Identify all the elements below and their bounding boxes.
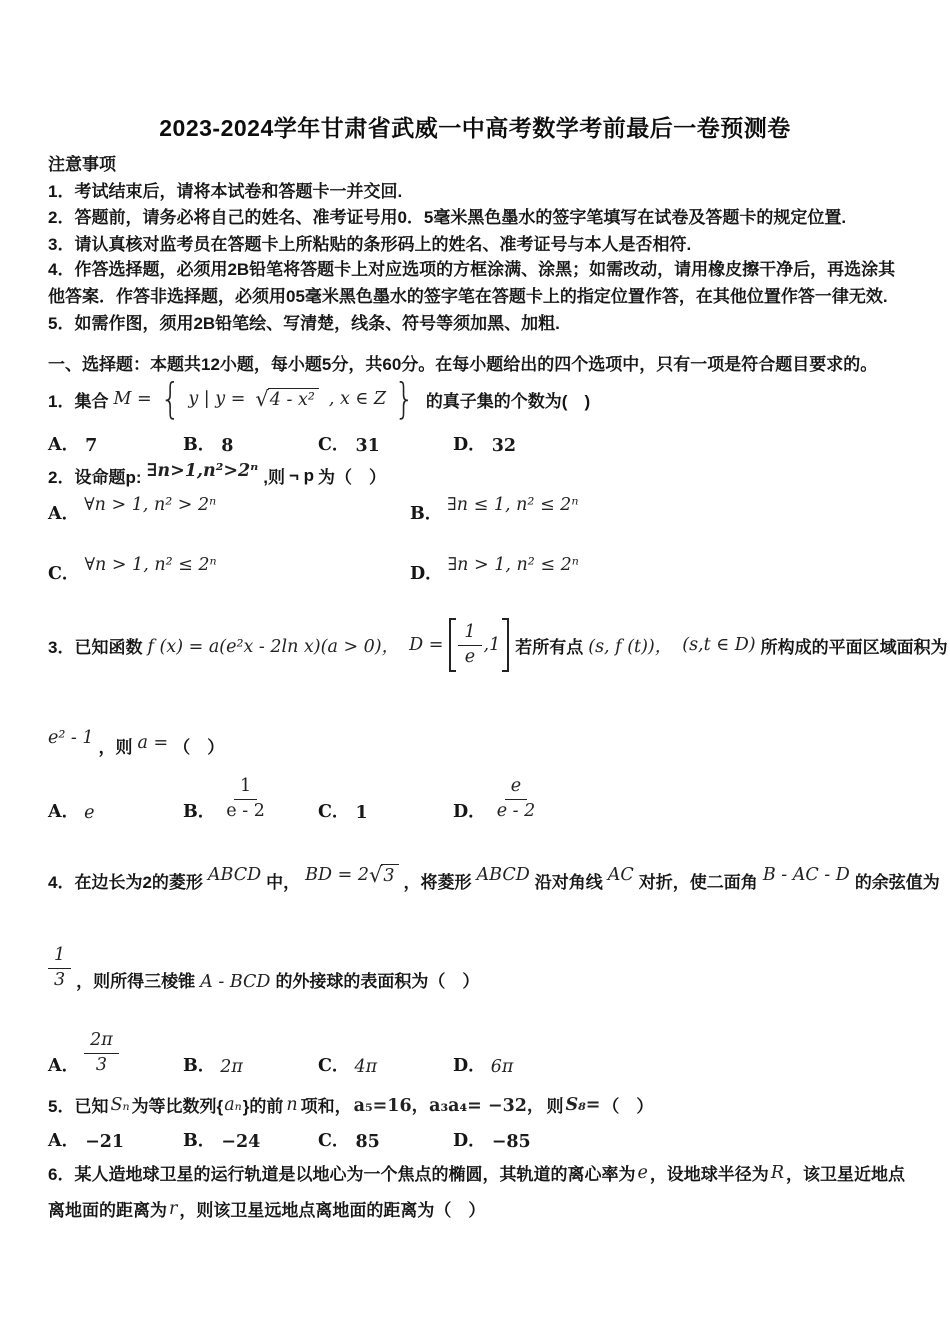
option-value: 7 xyxy=(85,436,98,456)
option-label: B． xyxy=(183,435,216,455)
q3-interval-tail: ,1 xyxy=(483,635,501,655)
question-6-continued xyxy=(48,1196,910,1221)
q1-set-head: M = xyxy=(113,389,152,409)
notice-item-2: 2．答题前，请务必将自己的姓名、准考证号用0．5毫米黑色墨水的签字笔填写在试卷及答题卡的规定位置. xyxy=(48,208,847,227)
q4-option-b xyxy=(183,1052,318,1077)
option-value: 85 xyxy=(355,1132,380,1152)
q4-prefix: 4．在边长为2的菱形 xyxy=(48,872,203,892)
q5-options xyxy=(48,1127,910,1152)
q6-text2: ，设地球半径为 xyxy=(649,1165,769,1184)
q4-cosine-fraction xyxy=(48,945,71,992)
q3-area-value: e² - 1 xyxy=(48,728,94,748)
q1-set-body-pre: y | y = xyxy=(188,389,246,409)
q1-radicand: 4 - x² xyxy=(268,388,319,410)
q6-eccentricity: e xyxy=(637,1162,648,1183)
fraction-denominator: 3 xyxy=(95,1054,107,1075)
option-formula: ∃n ≤ 1, n² ≤ 2ⁿ xyxy=(447,495,579,515)
option-value: 4π xyxy=(354,1056,378,1077)
q5-text3: 项和， xyxy=(300,1097,352,1116)
q3-mid2: 所构成的平面区域面积为 xyxy=(760,637,948,657)
q3-mid3: ，则 xyxy=(98,738,133,757)
option-value: 31 xyxy=(355,436,380,456)
radical-sign: √ xyxy=(255,386,269,411)
q4-tetrahedron: A - BCD xyxy=(200,972,271,992)
q4-mid2: ，将菱形 xyxy=(403,872,472,892)
option-label: C． xyxy=(318,801,350,822)
fraction-denominator: e xyxy=(464,646,476,667)
q4-option-d xyxy=(453,1052,910,1077)
option-value: 2π xyxy=(220,1056,243,1077)
q5-s8: S₈= xyxy=(565,1094,601,1115)
q3-frac-1-over-e xyxy=(458,622,481,669)
option-value: −24 xyxy=(221,1132,261,1152)
right-bracket xyxy=(502,618,509,672)
q4-radicand: 3 xyxy=(381,864,398,886)
fraction-numerator: 1 xyxy=(48,945,71,969)
question-3-continued xyxy=(48,712,910,758)
notice-heading: 注意事项 xyxy=(48,155,116,174)
fraction-denominator: e - 2 xyxy=(226,800,265,821)
q4-rhombus-1: ABCD xyxy=(207,865,262,885)
q4-options xyxy=(48,1030,910,1077)
q3-suffix: （ ） xyxy=(173,738,225,757)
q3-point-domain: (s,t ∈ D) xyxy=(682,635,756,655)
option-value: 1 xyxy=(355,802,368,823)
q1-option-c xyxy=(318,431,453,456)
q4-option-c xyxy=(318,1052,453,1077)
option-label: D． xyxy=(453,1055,486,1076)
notice-item-5: 5．如需作图，须用2B铅笔绘、写清楚，线条、符号等须加黑、加粗. xyxy=(48,314,560,333)
option-value: −85 xyxy=(491,1132,531,1152)
q5-text1: 为等比数列{ xyxy=(131,1097,224,1116)
question-3 xyxy=(48,616,948,674)
q2-option-a xyxy=(48,495,410,525)
q3-a-equals: a = xyxy=(137,733,169,753)
question-2 xyxy=(48,460,910,488)
q6-line2-text2: ，则该卫星远地点离地面的距离为（ ） xyxy=(179,1201,486,1220)
q1-sqrt xyxy=(255,388,318,410)
option-label: A． xyxy=(48,801,80,822)
q2-suffix: 为（ ） xyxy=(318,468,387,487)
option-value: 32 xyxy=(491,436,517,456)
q4-dihedral-angle: B - AC - D xyxy=(762,865,850,885)
option-value: e xyxy=(84,802,95,823)
notice-item-1: 1．考试结束后，请将本试卷和答题卡一并交回. xyxy=(48,182,403,201)
q2-prefix: 2．设命题p: xyxy=(48,468,142,487)
option-label: C． xyxy=(318,1131,350,1151)
q2-option-c xyxy=(48,555,410,585)
fraction-numerator: 1 xyxy=(234,776,257,800)
question-4-continued xyxy=(48,922,910,992)
q4-bd-length: BD = 2 xyxy=(305,865,369,885)
q1-option-d xyxy=(453,431,910,456)
option-label: C． xyxy=(318,1055,350,1076)
notice-item-3: 3．请认真核对监考员在答题卡上所粘贴的条形码上的姓名、准考证号与本人是否相符. xyxy=(48,235,692,254)
option-value: 6π xyxy=(490,1056,514,1077)
q3-prefix: 3．已知函数 xyxy=(48,637,143,657)
notice-item-4: 4．作答选择题，必须用2B铅笔将答题卡上对应选项的方框涂满、涂黑；如需改动，请用橡皮擦干净后，再选涂其他答案．作答非选择题，必须用05毫米黑色墨水的签字笔在答题卡上的指定位置作答，在其他位置作答一律无效. xyxy=(48,260,896,306)
option-label: D． xyxy=(453,1131,486,1151)
q2-option-b xyxy=(410,495,910,525)
option-fraction xyxy=(84,1030,119,1077)
option-formula: ∃n > 1, n² ≤ 2ⁿ xyxy=(447,555,579,575)
option-label: B． xyxy=(183,801,216,822)
q3-domain-head: D = xyxy=(409,635,444,655)
option-fraction xyxy=(491,776,542,823)
option-label: D． xyxy=(453,435,486,455)
q4-sqrt xyxy=(369,864,399,886)
q6-perigee-distance: r xyxy=(169,1198,178,1219)
option-formula: ∀n > 1, n² > 2ⁿ xyxy=(84,495,217,515)
q4-option-a xyxy=(48,1030,183,1077)
option-label: D． xyxy=(453,801,486,822)
q1-option-a xyxy=(48,431,183,456)
fraction-denominator: 3 xyxy=(54,970,66,991)
option-label: B． xyxy=(183,1131,216,1151)
q3-options xyxy=(48,776,910,823)
q6-radius: R xyxy=(770,1162,784,1183)
q5-an: aₙ xyxy=(224,1094,242,1115)
option-formula: ∀n > 1, n² ≤ 2ⁿ xyxy=(84,555,217,575)
option-label: B． xyxy=(183,1055,216,1076)
q5-n: n xyxy=(286,1094,298,1115)
q3-domain-interval xyxy=(449,618,509,672)
q5-prefix: 5．已知 xyxy=(48,1097,109,1116)
q6-text1: 6．某人造地球卫星的运行轨道是以地心为一个焦点的椭圆，其轨道的离心率为 xyxy=(48,1165,636,1184)
q1-options xyxy=(48,431,910,456)
q4-diagonal: AC xyxy=(607,865,634,885)
fraction-numerator: 1 xyxy=(458,622,481,646)
question-5 xyxy=(48,1092,910,1117)
q5-sn: Sₙ xyxy=(110,1094,130,1115)
option-label: D． xyxy=(410,564,443,584)
q4-mid5: 的余弦值为 xyxy=(854,872,940,892)
q6-line2-text1: 离地面的距离为 xyxy=(48,1201,167,1220)
page-title: 2023-2024学年甘肃省武威一中高考数学考前最后一卷预测卷 xyxy=(159,115,791,141)
q3-option-a xyxy=(48,798,183,823)
option-label: B． xyxy=(410,504,443,524)
option-value: −21 xyxy=(85,1132,125,1152)
q6-text3: ，该卫星近地点 xyxy=(786,1165,905,1184)
question-6 xyxy=(48,1160,910,1185)
q4-line2-text2: 的外接球的表面积为（ ） xyxy=(275,972,480,991)
q3-point: (s, f (t))， xyxy=(588,636,673,657)
q5-text2: }的前 xyxy=(242,1097,284,1116)
option-value: 8 xyxy=(221,436,234,456)
q3-mid1: 若所有点 xyxy=(515,637,584,657)
q4-mid1: 中， xyxy=(266,872,301,892)
question-1 xyxy=(48,374,910,424)
option-label: A． xyxy=(48,1131,80,1151)
left-brace: { xyxy=(159,374,181,424)
option-label: C． xyxy=(318,435,350,455)
q2-negation: ¬ p xyxy=(288,465,315,485)
q5-option-b xyxy=(183,1127,318,1152)
fraction-numerator: 2π xyxy=(84,1030,119,1054)
fraction-numerator: e xyxy=(505,776,527,800)
q3-function: f (x) = a(e²x - 2ln x)(a > 0)， xyxy=(147,636,400,657)
q1-set-body-post: , x ∈ Z xyxy=(328,389,387,409)
q1-suffix: 的真子集的个数为( ) xyxy=(425,391,591,411)
radical-sign: √ xyxy=(369,862,383,887)
q2-options-row-1 xyxy=(48,495,910,525)
section1-heading: 一、选择题：本题共12小题，每小题5分，共60分。在每小题给出的四个选项中，只有一项是符合题目要求的。 xyxy=(48,355,878,374)
q2-statement: ∃n>1,n²>2ⁿ xyxy=(146,460,259,481)
q4-rhombus-2: ABCD xyxy=(476,865,530,885)
q5-given-values: a₅=16，a₃a₄= −32， xyxy=(353,1096,545,1116)
option-label: A． xyxy=(48,1055,80,1076)
q5-option-d xyxy=(453,1127,910,1152)
q4-mid4: 对折，使二面角 xyxy=(638,872,758,892)
q5-text4: 则 xyxy=(546,1097,564,1116)
option-label: C． xyxy=(48,564,80,584)
q1-option-b xyxy=(183,431,318,456)
q5-option-a xyxy=(48,1127,183,1152)
left-bracket xyxy=(449,618,456,672)
q3-option-c xyxy=(318,798,453,823)
option-fraction xyxy=(220,776,271,823)
q5-text5: （ ） xyxy=(602,1097,654,1116)
q3-option-b xyxy=(183,776,318,823)
option-label: A． xyxy=(48,435,80,455)
right-brace: } xyxy=(394,374,415,424)
q4-mid3: 沿对角线 xyxy=(534,872,603,892)
q2-option-d xyxy=(410,555,910,585)
question-4 xyxy=(48,860,940,900)
q3-option-d xyxy=(453,776,910,823)
q5-option-c xyxy=(318,1127,453,1152)
fraction-denominator: e - 2 xyxy=(496,800,536,821)
q2-mid: ,则 xyxy=(263,468,285,487)
option-label: A． xyxy=(48,504,80,524)
q2-options-row-2 xyxy=(48,555,910,585)
q4-line2-text1: ，则所得三棱锥 xyxy=(76,972,196,991)
q1-prefix: 1．集合 xyxy=(48,391,109,411)
